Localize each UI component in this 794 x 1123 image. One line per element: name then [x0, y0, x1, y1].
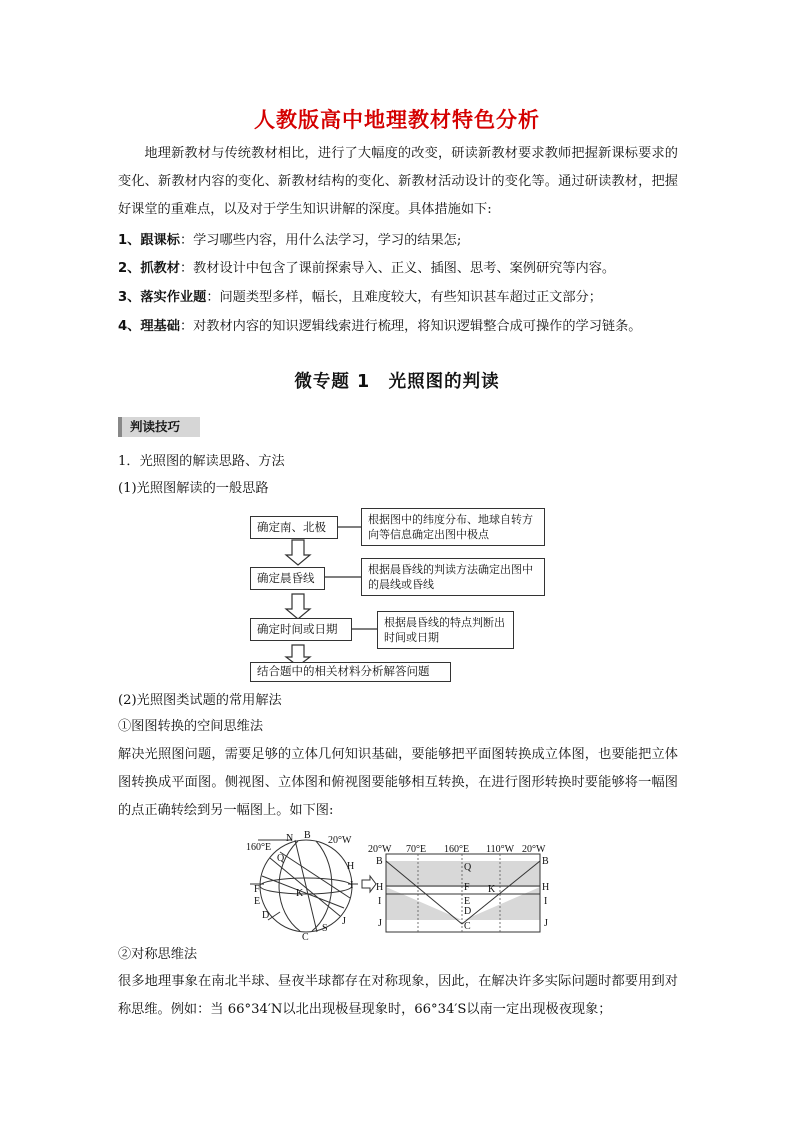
item-1-heading: 1．光照图的解读思路、方法 [118, 454, 285, 469]
globe-label: 160°E [246, 842, 272, 853]
grid-map [386, 854, 540, 932]
globe-label: E [254, 896, 261, 907]
grid-inner-label: E [464, 896, 471, 907]
right-arrow-icon [362, 876, 376, 892]
globe-label: 20°W [328, 835, 352, 846]
globe-label: J [342, 916, 346, 927]
method-1-heading: ①图图转换的空间思维法 [118, 719, 264, 734]
measure-1 [118, 231, 678, 251]
flow-note-2: 根据晨昏线的判读方法确定出图中的晨线或昏线 [361, 558, 545, 596]
measure-head: 落实作业题 [140, 290, 207, 305]
measure-text: ：学习哪些内容，用什么法学习，学习的结果怎; [179, 233, 462, 248]
globe-label: F [254, 884, 260, 895]
globe-label: K [296, 888, 304, 899]
grid-inner-label: F [464, 882, 470, 893]
flow-step-3: 确定时间或日期 [250, 618, 352, 641]
grid-inner-label: Q [464, 862, 472, 873]
globe-label: N [286, 833, 294, 844]
globe-label: Q [277, 853, 285, 864]
grid-inner-label: C [464, 921, 471, 932]
flow-step-4: 结合题中的相关材料分析解答问题 [250, 662, 451, 682]
grid-right-label: I [544, 896, 548, 907]
intro-paragraph: 地理新教材与传统教材相比，进行了大幅度的改变，研读新教材要求教师把握新课标要求的变化、新教材内容的变化、新教材结构的变化、新教材活动设计的变化等。通过研读教材，把握好课堂的重难点，以及对于学生知识讲解的深度。具体措施如下: [118, 146, 678, 217]
measure-head: 抓教材 [140, 261, 180, 276]
grid-inner-label: K [488, 884, 496, 895]
measure-3 [118, 288, 678, 308]
method-1-text: 解决光照图问题，需要足够的立体几何知识基础，要能够把平面图转换成立体图，也要能把立体图转换成平面图。侧视图、立体图和俯视图要能够相互转换，在进行图形转换时要能够将一幅图的点正确转绘到另一幅图上。如下图: [118, 747, 678, 818]
measure-head: 跟课标 [140, 233, 180, 248]
measure-num: 2、 [118, 261, 141, 276]
item-1-2-heading: (2)光照图类试题的常用解法 [118, 693, 282, 708]
grid-right-label: H [542, 882, 550, 893]
section-subtitle: 微专题 1 光照图的判读 [294, 372, 500, 392]
globe-label: B [304, 830, 311, 841]
grid-right-label: B [542, 856, 549, 867]
grid-right-label: J [544, 918, 548, 929]
measure-4 [118, 317, 678, 337]
measure-text: ：问题类型多样，幅长，且难度较大，有些知识甚车超过正文部分； [206, 290, 602, 305]
grid-left-label: J [378, 918, 382, 929]
measure-num: 3、 [118, 290, 141, 305]
method-2-text: 很多地理事象在南北半球、昼夜半球都存在对称现象，因此，在解决许多实际问题时都要用到对称思维。例如：当 66°34′N以北出现极昼现象时，66°34′S以南一定出现极夜现象； [118, 974, 678, 1017]
globe-label: I [350, 880, 354, 891]
grid-top-label: 70°E [406, 844, 427, 855]
flow-note-3: 根据晨昏线的特点判断出时间或日期 [377, 611, 514, 649]
grid-left-label: I [378, 896, 382, 907]
measure-num: 4、 [118, 319, 141, 334]
grid-top-label: 110°W [486, 844, 515, 855]
grid-top-label: 20°W [368, 844, 392, 855]
grid-top-label: 160°E [444, 844, 470, 855]
flow-step-2: 确定晨昏线 [250, 567, 325, 590]
globe-label: C [302, 932, 309, 940]
globe-label: H [347, 861, 355, 872]
globe-label: S [322, 923, 328, 934]
grid-left-label: B [376, 856, 383, 867]
grid-top-label: 20°W [522, 844, 546, 855]
page-title: 人教版高中地理教材特色分析 [254, 108, 540, 132]
item-1-1-heading: (1)光照图解读的一般思路 [118, 481, 269, 496]
down-arrow-icon [286, 540, 310, 565]
flow-note-1: 根据图中的纬度分布、地球自转方向等信息确定出图中极点 [361, 508, 545, 546]
grid-inner-label: D [464, 906, 472, 917]
section-tag: 判读技巧 [118, 417, 200, 437]
globe-figure [240, 828, 560, 940]
grid-left-label: H [376, 882, 384, 893]
method-2-heading: ②对称思维法 [118, 947, 198, 962]
measure-num: 1、 [118, 233, 141, 248]
measure-text: ：对教材内容的知识逻辑线索进行梳理，将知识逻辑整合成可操作的学习链条。 [179, 319, 642, 334]
measure-2 [118, 259, 678, 279]
measure-head: 理基础 [140, 319, 180, 334]
flowchart [240, 505, 560, 685]
measure-text: ：教材设计中包含了课前探索导入、正义、插图、思考、案例研究等内容。 [179, 261, 616, 276]
flow-step-1: 确定南、北极 [250, 516, 338, 539]
down-arrow-icon [286, 594, 310, 619]
globe-label: D [262, 910, 270, 921]
